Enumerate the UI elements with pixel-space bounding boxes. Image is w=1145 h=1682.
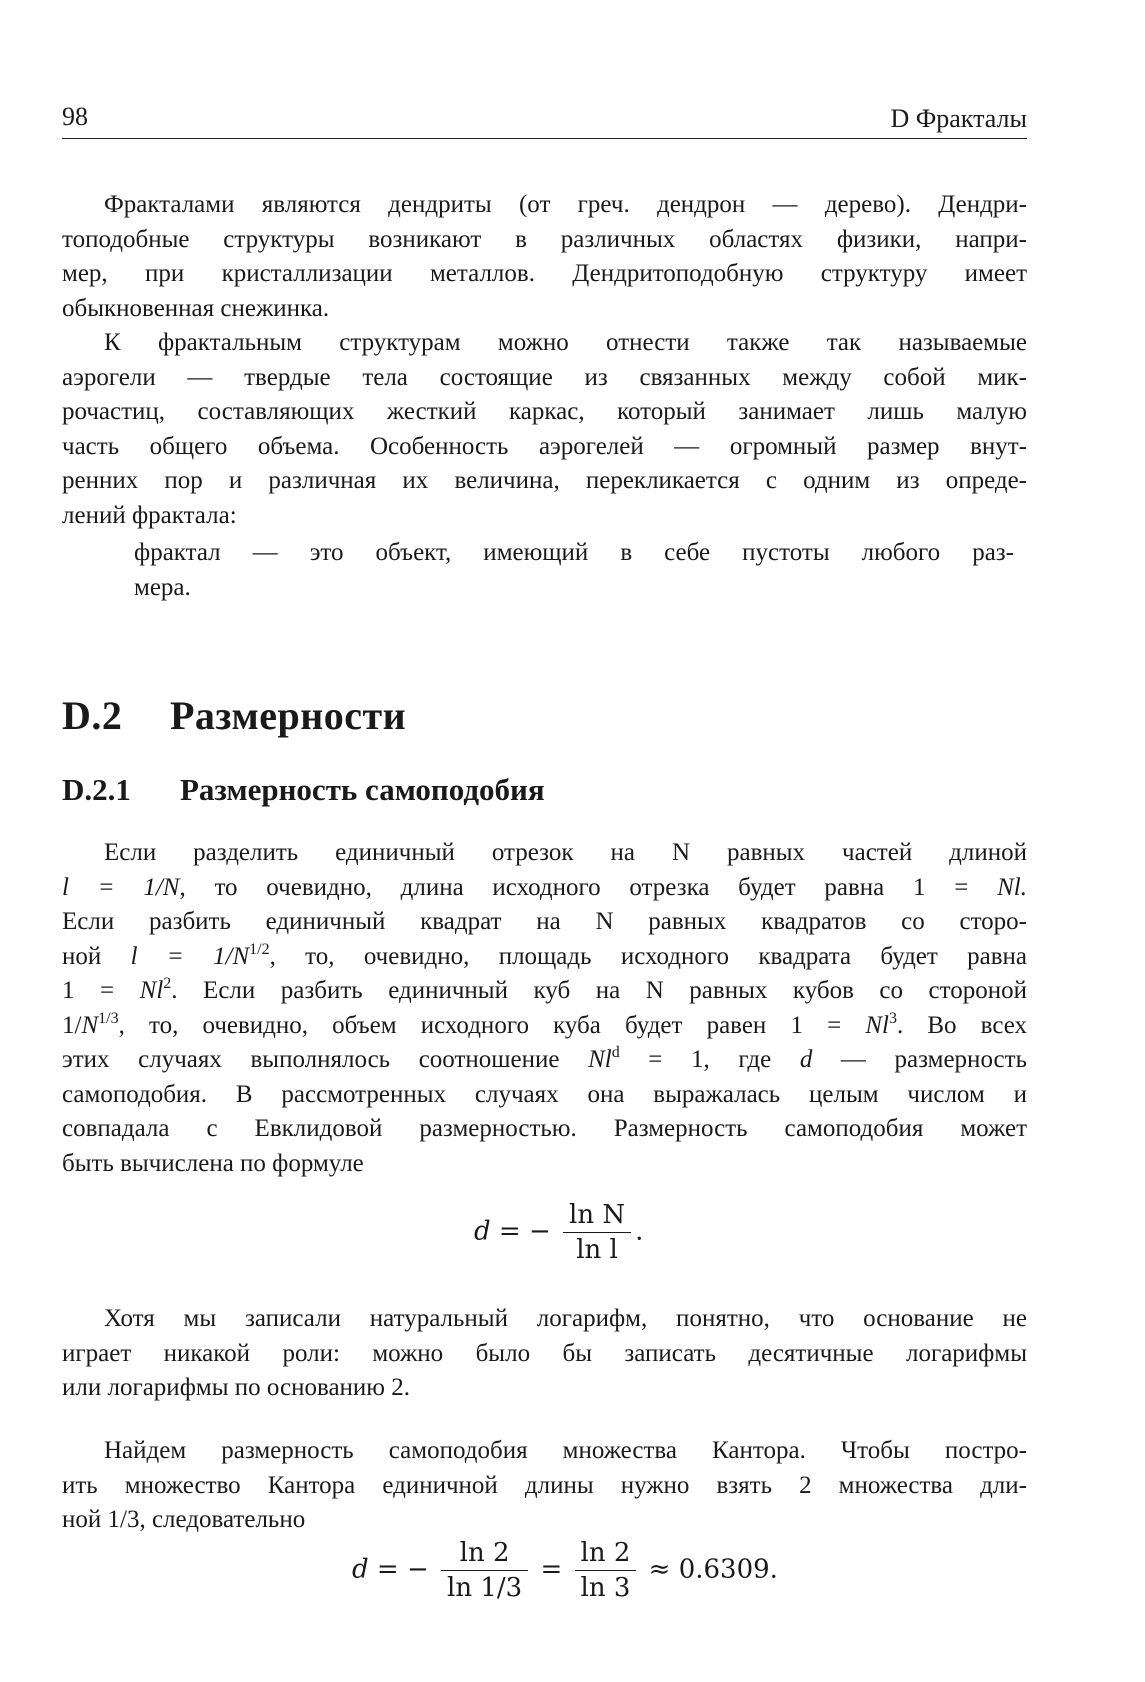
fraction-numerator: ln 2 <box>441 1538 528 1571</box>
math-inline: l = 1/N <box>130 942 250 970</box>
text-line: ренних пор и различная их величина, перекликается с одним из опреде- <box>62 467 1027 494</box>
math-superscript: 3 <box>888 1009 897 1027</box>
text-line: топодобные структуры возникают в различных областях физики, напри- <box>62 225 1027 253</box>
text-line: играет никакой роли: можно было бы записать десятичные логарифмы <box>62 1339 1027 1367</box>
text-line <box>62 940 1027 975</box>
text-line: Хотя мы записали натуральный логарифм, понятно, что основание не <box>104 1305 1027 1332</box>
text-line: быть вычислена по формуле <box>62 1149 364 1177</box>
text-span: . Если разбить единичный куб на N равных кубов со стороной <box>171 977 1027 1004</box>
text-line: самоподобия. В рассмотренных случаях она выражалась целым числом и <box>62 1080 1027 1108</box>
math-inline: Nl <box>139 977 164 1004</box>
math-superscript: 2 <box>163 975 172 992</box>
fraction-numerator: ln 2 <box>575 1538 637 1571</box>
subsection-heading <box>62 772 545 808</box>
text-line: ить множество Кантора единичной длины нужно взять 2 множества дли- <box>62 1471 1027 1499</box>
text-line: Фракталами являются дендриты (от греч. дендрон — дерево). Дендри- <box>104 191 1027 218</box>
formula-equals: = <box>540 1554 563 1585</box>
fractal-definition-quote <box>134 536 1014 605</box>
text-line <box>62 1009 1027 1044</box>
math-inline: l = 1/N <box>62 873 180 901</box>
text-line <box>62 974 1027 1009</box>
text-span: = 1, где <box>619 1046 800 1073</box>
text-span: 1/ <box>62 1011 82 1039</box>
subsection-number: D.2.1 <box>62 772 131 807</box>
text-line: лений фрактала: <box>62 501 237 529</box>
math-inline: N <box>81 1011 99 1039</box>
math-superscript: d <box>611 1044 620 1061</box>
text-line: мер, при кристаллизации металлов. Дендритоподобную структуру имеет <box>62 260 1027 287</box>
text-line <box>62 871 1027 906</box>
formula-end: . <box>635 1216 644 1247</box>
running-title: D Фракталы <box>890 104 1027 133</box>
text-line: рочастиц, составляющих жесткий каркас, который занимает лишь малую <box>62 398 1027 425</box>
text-span: ной <box>62 942 131 970</box>
formula-lhs: d = − <box>352 1554 429 1585</box>
section-number: D.2 <box>62 693 123 738</box>
book-page <box>62 0 1027 1682</box>
formula-dimension <box>474 1200 643 1265</box>
page-number: 98 <box>62 102 88 131</box>
text-line: фрактал — это объект, имеющий в себе пустоты любого раз- <box>134 539 1014 566</box>
text-span: , то, очевидно, площадь исходного квадрата будет равна <box>269 942 1028 970</box>
text-line: Если разделить единичный отрезок на N равных частей длиной <box>104 839 1027 866</box>
text-span: . Во всех <box>896 1011 1027 1039</box>
text-span: 1 = <box>62 977 140 1004</box>
text-line <box>62 1043 1027 1078</box>
page-header <box>62 100 1027 139</box>
paragraph-logarithm <box>62 1302 1027 1406</box>
fraction-numerator: ln N <box>563 1200 631 1233</box>
text-span: этих случаях выполнялось соотношение <box>62 1046 589 1073</box>
formula-fraction <box>575 1538 637 1603</box>
formula-result: ≈ 0.6309. <box>648 1554 778 1585</box>
math-inline: d <box>799 1046 813 1073</box>
formula-lhs: d = − <box>474 1216 551 1247</box>
text-line: Найдем размерность самоподобия множества Кантора. Чтобы постро- <box>104 1437 1027 1464</box>
formula-cantor <box>352 1538 778 1603</box>
fraction-denominator: ln 1/3 <box>447 1573 523 1603</box>
text-line: аэрогели — твердые тела состоящие из связанных между собой мик- <box>62 363 1027 391</box>
paragraph-aerogels <box>62 326 1027 533</box>
fraction-denominator: ln l <box>576 1235 618 1265</box>
text-line: или логарифмы по основанию 2. <box>62 1374 410 1401</box>
text-line: часть общего объема. Особенность аэрогелей — огромный размер внут- <box>62 432 1027 460</box>
math-inline: Nl. <box>997 873 1027 901</box>
subsection-title: Размерность самоподобия <box>180 772 545 807</box>
fraction-denominator: ln 3 <box>580 1573 631 1603</box>
math-superscript: 1/2 <box>249 940 270 958</box>
paragraph-self-similarity <box>62 836 1027 1181</box>
formula-fraction <box>441 1538 528 1603</box>
text-span: — размерность <box>812 1046 1027 1073</box>
formula-fraction <box>563 1200 631 1265</box>
text-line: К фрактальным структурам можно отнести также так называемые <box>104 329 1027 356</box>
paragraph-dendrites <box>62 188 1027 326</box>
text-line: мера. <box>134 573 191 601</box>
paragraph-cantor <box>62 1434 1027 1538</box>
math-inline: Nl <box>865 1011 889 1039</box>
section-heading <box>62 692 406 739</box>
text-span: , то, очевидно, объем исходного куба будет равен 1 = <box>118 1011 866 1039</box>
section-title: Размерности <box>170 693 407 738</box>
math-superscript: 1/3 <box>98 1009 119 1027</box>
text-line: обыкновенная снежинка. <box>62 294 330 322</box>
text-line: Если разбить единичный квадрат на N равных квадратов со сторо- <box>62 908 1027 935</box>
text-line: ной 1/3, следовательно <box>62 1506 306 1533</box>
text-span: , то очевидно, длина исходного отрезка будет равна 1 = <box>179 873 998 901</box>
text-line: совпадала с Евклидовой размерностью. Размерность самоподобия может <box>62 1115 1027 1142</box>
math-inline: Nl <box>588 1046 612 1073</box>
